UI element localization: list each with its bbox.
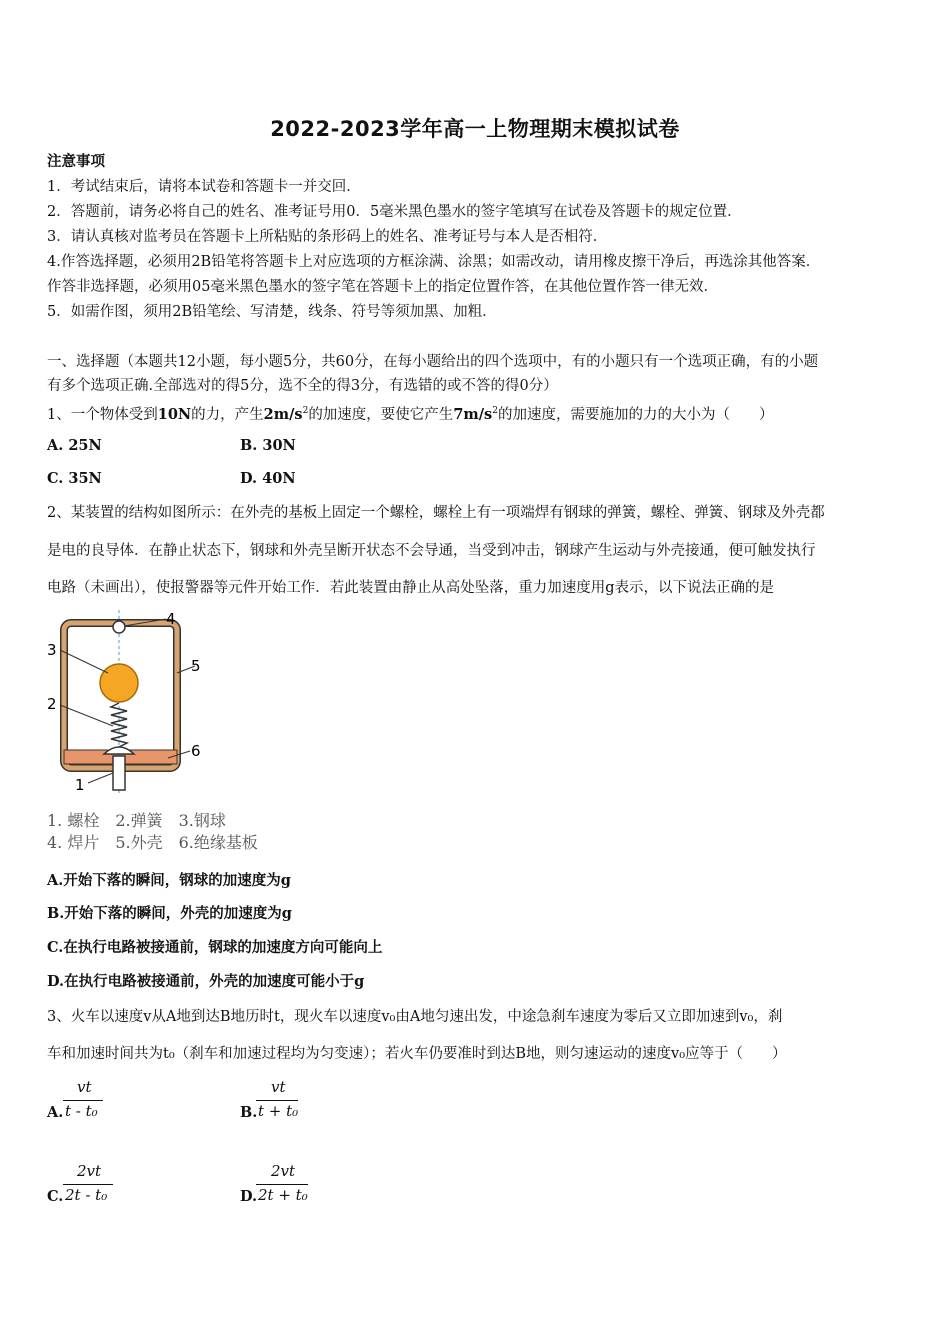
fraction-denominator: t - t₀ xyxy=(65,1102,98,1120)
spring xyxy=(111,703,127,747)
q1-text: 的力，产生 xyxy=(191,406,264,423)
figure-caption: 1. 螺栓 2.弹簧 3.钢球 xyxy=(47,811,226,830)
q1-option-b[interactable]: B. 30N xyxy=(240,437,296,454)
q1-accel-1: 2m/s xyxy=(263,405,303,423)
fraction-denominator: 2t - t₀ xyxy=(65,1186,108,1204)
q3-option-b-fraction[interactable] xyxy=(256,1078,298,1128)
bolt-head xyxy=(104,747,134,754)
q1-text: 1、一个物体受到 xyxy=(47,406,158,423)
q1-text: 的加速度，要使它产生 xyxy=(308,406,454,423)
question-2-line: 2、某装置的结构如图所示：在外壳的基板上固定一个螺栓，螺栓上有一项端焊有钢球的弹簧，螺栓、弹簧、钢球及外壳都 xyxy=(47,505,825,521)
leader-line xyxy=(88,773,113,783)
fraction-bar xyxy=(256,1100,298,1101)
fraction-numerator: vt xyxy=(77,1078,92,1096)
steel-ball xyxy=(100,664,138,702)
notice-item: 5．如需作图，须用2B铅笔绘、写清楚，线条、符号等须加黑、加粗． xyxy=(47,304,497,320)
q3-option-a-letter[interactable]: A. xyxy=(47,1104,64,1121)
q3-option-d-fraction[interactable] xyxy=(256,1162,308,1212)
fraction-bar xyxy=(256,1184,308,1185)
figure-caption: 4. 焊片 5.外壳 6.绝缘基板 xyxy=(47,833,258,852)
figure-label-3: 3 xyxy=(47,641,57,659)
question-3-line: 3、火车以速度v从A地到达B地历时t，现火车以速度v₀由A地匀速出发，中途急刹车速度为零后又立即加速到v₀，刹 xyxy=(47,1009,783,1025)
fraction-numerator: 2vt xyxy=(271,1162,296,1180)
section-intro-line: 一、选择题（本题共12小题，每小题5分，共60分，在每小题给出的四个选项中，有的小题只有一个选项正确，有的小题 xyxy=(47,354,819,370)
q1-option-a[interactable]: A. 25N xyxy=(47,437,102,454)
q1-accel-2: 7m/s xyxy=(453,405,493,423)
notice-heading: 注意事项 xyxy=(47,153,105,170)
figure-label-1: 1 xyxy=(75,776,85,794)
q3-option-a-fraction[interactable] xyxy=(63,1078,103,1128)
q2-option-d[interactable]: D.在执行电路被接通前，外壳的加速度可能小于g xyxy=(47,973,365,990)
q1-option-d[interactable]: D. 40N xyxy=(240,470,296,487)
q3-option-c-fraction[interactable] xyxy=(63,1162,113,1212)
section-intro-line: 有多个选项正确.全部选对的得5分，选不全的得3分，有选错的或不答的得0分） xyxy=(47,378,558,394)
q1-option-c[interactable]: C. 35N xyxy=(47,470,102,487)
fraction-numerator: 2vt xyxy=(77,1162,102,1180)
q1-text: 的加速度，需要施加的力的大小为（ ） xyxy=(497,406,774,423)
figure-label-5: 5 xyxy=(191,657,201,675)
page-title: 2022-2023学年高一上物理期末模拟试卷 xyxy=(270,117,680,141)
device-diagram xyxy=(40,608,220,800)
q1-sup: 2 xyxy=(492,406,498,416)
q2-option-c[interactable]: C.在执行电路被接通前，钢球的加速度方向可能向上 xyxy=(47,939,383,956)
figure-label-4: 4 xyxy=(166,610,176,628)
figure-label-6: 6 xyxy=(191,742,201,760)
fraction-denominator: t + t₀ xyxy=(258,1102,299,1120)
q3-option-b-letter[interactable]: B. xyxy=(240,1104,258,1121)
fraction-bar xyxy=(63,1184,113,1185)
q1-sup: 2 xyxy=(302,406,309,416)
notice-item: 作答非选择题，必须用05毫米黑色墨水的签字笔在答题卡上的指定位置作答，在其他位置作答一律无效． xyxy=(47,279,718,295)
q2-option-a[interactable]: A.开始下落的瞬间，钢球的加速度为g xyxy=(47,872,291,889)
notice-item: 1．考试结束后，请将本试卷和答题卡一并交回． xyxy=(47,179,361,195)
figure-label-2: 2 xyxy=(47,695,57,713)
question-2-line: 是电的良导体．在静止状态下，钢球和外壳呈断开状态不会导通，当受到冲击，钢球产生运动与外壳接通，便可触发执行 xyxy=(47,543,816,559)
question-1-stem xyxy=(47,401,773,425)
fraction-numerator: vt xyxy=(271,1078,286,1096)
fraction-denominator: 2t + t₀ xyxy=(258,1186,308,1204)
bolt xyxy=(113,756,125,790)
notice-item: 4.作答选择题，必须用2B铅笔将答题卡上对应选项的方框涂满、涂黑；如需改动，请用橡皮擦干净后，再选涂其他答案． xyxy=(47,254,821,270)
fraction-bar xyxy=(63,1100,103,1101)
q2-option-b[interactable]: B.开始下落的瞬间，外壳的加速度为g xyxy=(47,905,292,922)
solder-tab xyxy=(113,621,125,633)
q3-option-d-letter[interactable]: D. xyxy=(240,1188,258,1205)
question-3-line: 车和加速时间共为t₀（刹车和加速过程均为匀变速）；若火车仍要准时到达B地，则匀速运动的速度v₀应等于（ ） xyxy=(47,1046,787,1062)
question-2-line: 电路（未画出），使报警器等元件开始工作．若此装置由静止从高处坠落，重力加速度用g表示，以下说法正确的是 xyxy=(47,580,775,596)
q1-force: 10N xyxy=(157,405,192,423)
notice-item: 2．答题前，请务必将自己的姓名、准考证号用0．5毫米黑色墨水的签字笔填写在试卷及答题卡的规定位置． xyxy=(47,204,742,220)
notice-item: 3．请认真核对监考员在答题卡上所粘贴的条形码上的姓名、准考证号与本人是否相符． xyxy=(47,229,608,245)
q3-option-c-letter[interactable]: C. xyxy=(47,1188,64,1205)
